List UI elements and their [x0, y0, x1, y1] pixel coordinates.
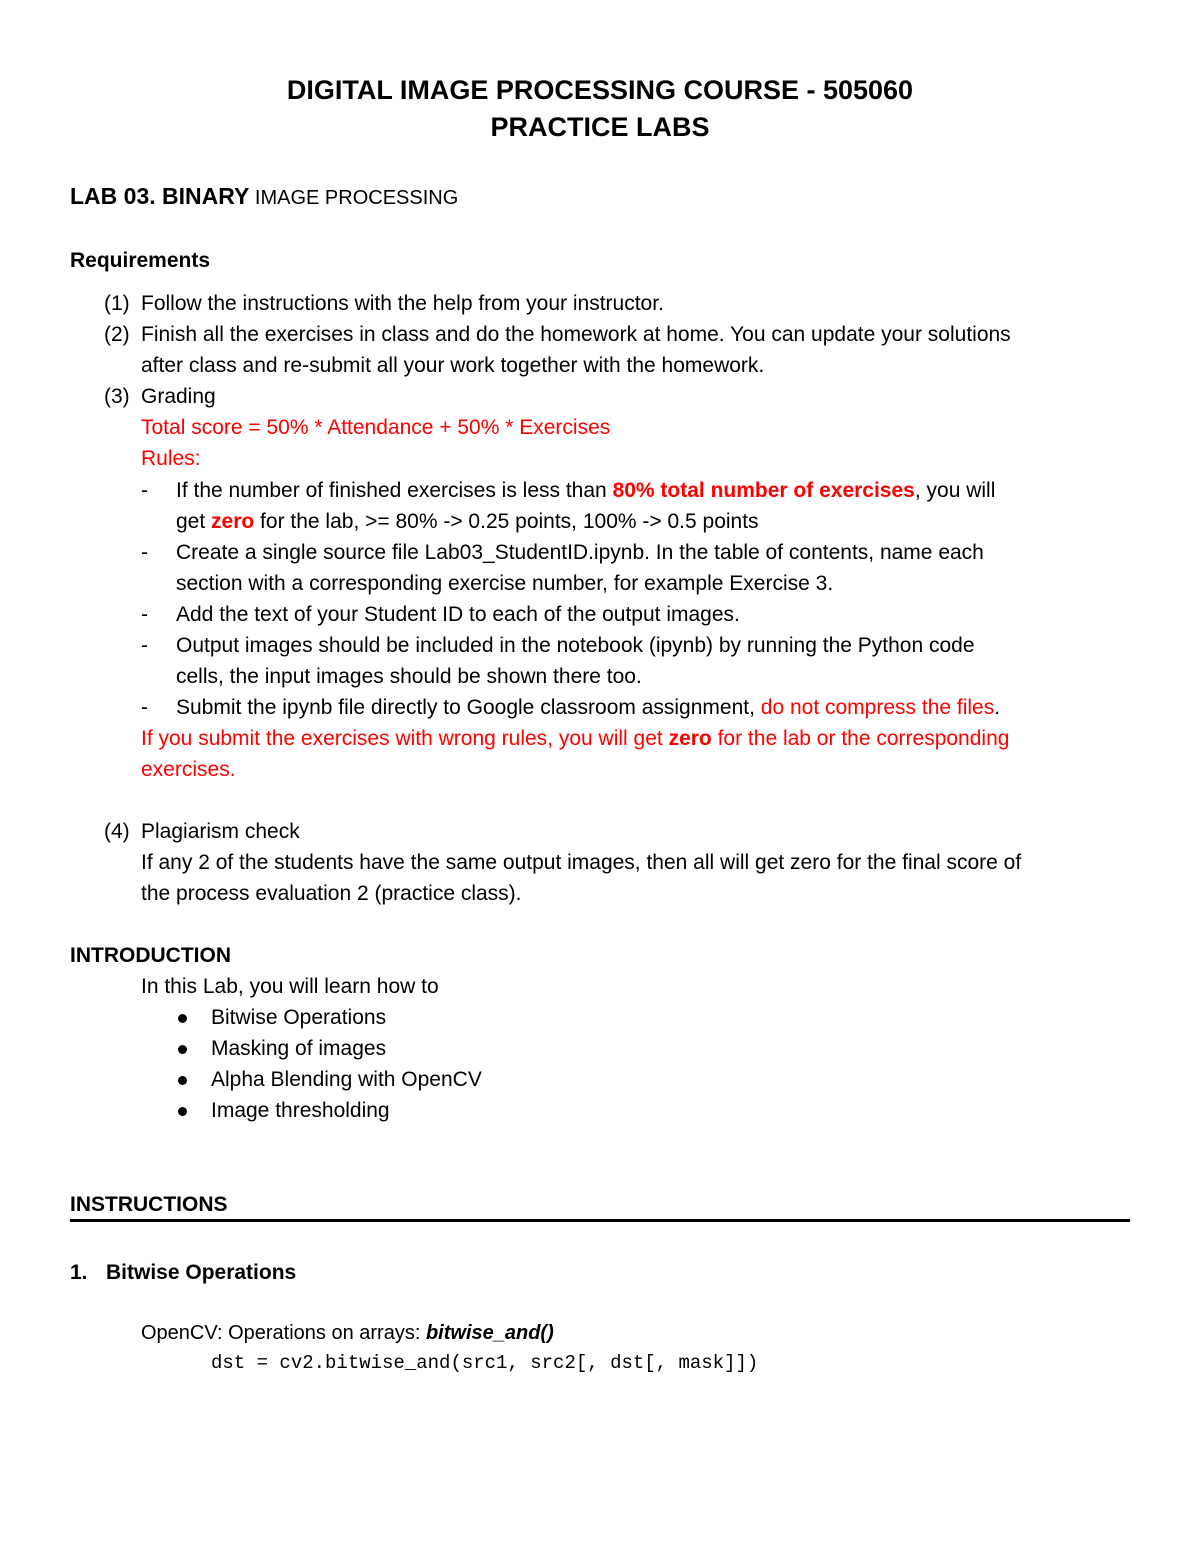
rule-5-no-compress: do not compress the files [760, 696, 995, 719]
total-score-formula: Total score = 50% * Attendance + 50% * Exercises [141, 416, 611, 439]
section-number-1: 1. [70, 1261, 88, 1284]
requirement-number-4: (4) [104, 820, 130, 843]
rule-3-line1: Add the text of your Student ID to each of the output images. [176, 603, 740, 626]
introduction-heading: INTRODUCTION [70, 944, 231, 967]
rule-dash: - [141, 603, 148, 626]
warning-text-a: If you submit the exercises with wrong rules, you will get [141, 727, 669, 750]
lab-title [70, 181, 458, 214]
warning-text-b: for the lab or the corresponding [711, 727, 1010, 750]
course-title: DIGITAL IMAGE PROCESSING COURSE - 505060 [286, 75, 914, 105]
opencv-reference [141, 1318, 554, 1349]
rule-1-text-a: If the number of finished exercises is less than [176, 479, 613, 502]
function-name: bitwise_and() [425, 1322, 554, 1344]
section-title-bitwise: Bitwise Operations [106, 1261, 297, 1284]
warning-line2: exercises. [141, 758, 236, 781]
rule-1-text-d: for the lab, >= 80% -> 0.25 points, 100% -> 0.5 points [254, 510, 759, 533]
bullet-dot [178, 1076, 187, 1085]
rule-5-text-b: . [994, 696, 1001, 719]
rule-1-threshold: 80% total number of exercises [612, 479, 915, 502]
requirement-number-2: (2) [104, 323, 130, 346]
opencv-reference-prefix: OpenCV: Operations on arrays: [141, 1322, 426, 1344]
rule-1-line2 [176, 506, 759, 537]
rule-1-line1 [176, 475, 995, 506]
intro-bullet-3: Alpha Blending with OpenCV [211, 1068, 482, 1091]
rules-label: Rules: [141, 447, 201, 470]
intro-bullet-2: Masking of images [211, 1037, 387, 1060]
rule-2-line2: section with a corresponding exercise number, for example Exercise 3. [176, 572, 834, 595]
rule-2-line1: Create a single source file Lab03_StudentID.ipynb. In the table of contents, name each [176, 541, 984, 564]
warning-zero: zero [668, 727, 712, 750]
plagiarism-line2: the process evaluation 2 (practice class). [141, 882, 522, 905]
bullet-dot [178, 1107, 187, 1116]
introduction-lead: In this Lab, you will learn how to [141, 975, 439, 998]
requirement-text-2-line1: Finish all the exercises in class and do the homework at home. You can update your solutions [141, 323, 1011, 346]
intro-bullet-1: Bitwise Operations [211, 1006, 387, 1029]
rule-1-text-b: , you will [914, 479, 996, 502]
rule-1-text-c: get [176, 510, 212, 533]
rule-4-line2: cells, the input images should be shown there too. [176, 665, 642, 688]
section-divider [70, 1219, 1130, 1222]
rule-5-line1 [176, 692, 1000, 723]
practice-labs-title: PRACTICE LABS [490, 112, 710, 142]
requirement-text-1: Follow the instructions with the help from your instructor. [141, 292, 664, 315]
grading-label: Grading [141, 385, 216, 408]
lab-title-suffix: IMAGE PROCESSING [249, 187, 459, 209]
rule-dash: - [141, 479, 148, 502]
bullet-dot [178, 1045, 187, 1054]
rule-dash: - [141, 541, 148, 564]
rule-5-text-a: Submit the ipynb file directly to Google classroom assignment, [176, 696, 761, 719]
warning-line1 [141, 723, 1009, 754]
requirement-text-2-line2: after class and re-submit all your work together with the homework. [141, 354, 765, 377]
bullet-dot [178, 1014, 187, 1023]
rule-dash: - [141, 634, 148, 657]
lab-title-prefix: LAB 03. BINARY [70, 183, 250, 209]
rule-4-line1: Output images should be included in the notebook (ipynb) by running the Python code [176, 634, 975, 657]
requirements-heading: Requirements [70, 249, 211, 272]
requirement-number-3: (3) [104, 385, 130, 408]
plagiarism-line1: If any 2 of the students have the same output images, then all will get zero for the final score of [141, 851, 1022, 874]
code-signature: dst = cv2.bitwise_and(src1, src2[, dst[, mask]]) [211, 1352, 759, 1374]
intro-bullet-4: Image thresholding [211, 1099, 390, 1122]
rule-1-zero: zero [211, 510, 255, 533]
instructions-heading: INSTRUCTIONS [70, 1193, 228, 1216]
rule-dash: - [141, 696, 148, 719]
plagiarism-label: Plagiarism check [141, 820, 300, 843]
requirement-number-1: (1) [104, 292, 130, 315]
